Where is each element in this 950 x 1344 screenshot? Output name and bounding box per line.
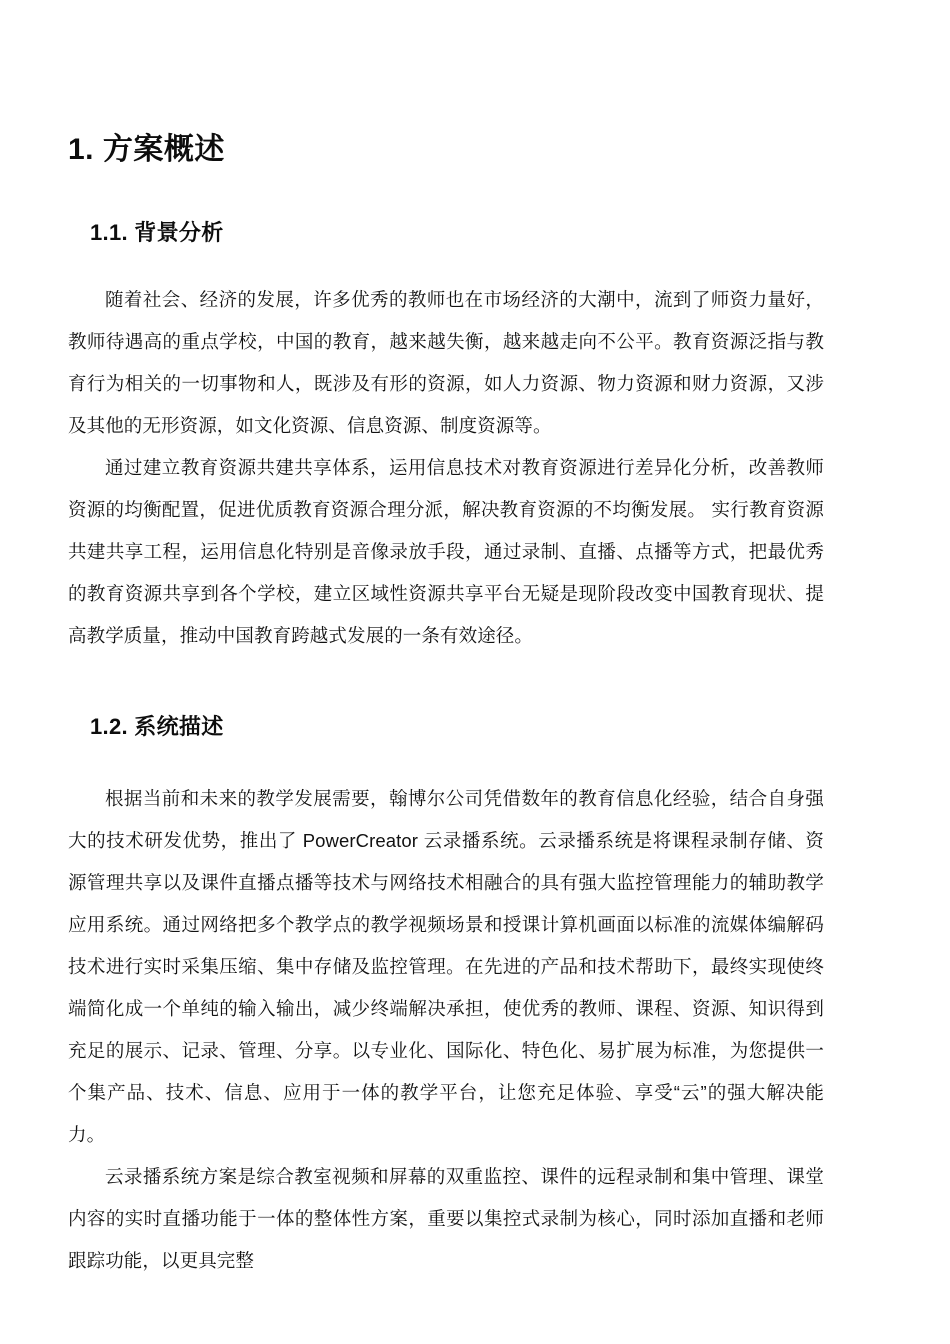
section-1-2-heading-wrapper xyxy=(68,657,824,740)
paragraph: 通过建立教育资源共建共享体系，运用信息技术对教育资源进行差异化分析，改善教师资源的均衡配置，促进优质教育资源合理分派，解决教育资源的不均衡发展。 实行教育资源共建共享工程，运用信息化特别是音像录放手段，通过录制、直播、点播等方式，把最优秀的教育资源共享到各个学校，建立区域性资源共享平台无疑是现阶段改变中国教育现状、提高教学质量，推动中国教育跨越式发展的一条有效途径。 xyxy=(68,457,824,646)
section-1-1-heading: 1.1. 背景分析 xyxy=(90,220,224,245)
paragraph: 根据当前和未来的教学发展需要，翰博尔公司凭借数年的教育信息化经验，结合自身强大的技术研发优势，推出了 PowerCreator 云录播系统。云录播系统是将课程录制存储、资源管理共享以及课件直播点播等技术与网络技术相融合的具有强大监控管理能力的辅助教学应用系统。通过网络把多个教学点的教学视频场景和授课计算机画面以标准的流媒体编解码技术进行实时采集压缩、集中存储及监控管理。在先进的产品和技术帮助下，最终实现使终端简化成一个单纯的输入输出，减少终端解决承担，使优秀的教师、课程、资源、知识得到充足的展示、记录、管理、分享。以专业化、国际化、特色化、易扩展为标准，为您提供一个集产品、技术、信息、应用于一体的教学平台，让您充足体验、享受“云”的强大解决能力。 xyxy=(68,788,824,1145)
section-1-heading-wrapper xyxy=(68,0,824,167)
section-1-1-heading-wrapper xyxy=(68,167,824,246)
section-1-heading: 1. 方案概述 xyxy=(68,133,225,166)
paragraph: 云录播系统方案是综合教室视频和屏幕的双重监控、课件的远程录制和集中管理、课堂内容的实时直播功能于一体的整体性方案，重要以集控式录制为核心，同时添加直播和老师跟踪功能，以更具完整 xyxy=(68,1166,824,1271)
section-1-1-body xyxy=(68,246,824,657)
paragraph: 随着社会、经济的发展，许多优秀的教师也在市场经济的大潮中，流到了师资力量好，教师待遇高的重点学校，中国的教育，越来越失衡，越来越走向不公平。教育资源泛指与教育行为相关的一切事物和人，既涉及有形的资源，如人力资源、物力资源和财力资源，又涉及其他的无形资源，如文化资源、信息资源、制度资源等。 xyxy=(68,289,824,436)
page-content xyxy=(68,0,824,1282)
section-1-2-heading: 1.2. 系统描述 xyxy=(90,714,224,739)
section-1-2-body xyxy=(68,740,824,1282)
